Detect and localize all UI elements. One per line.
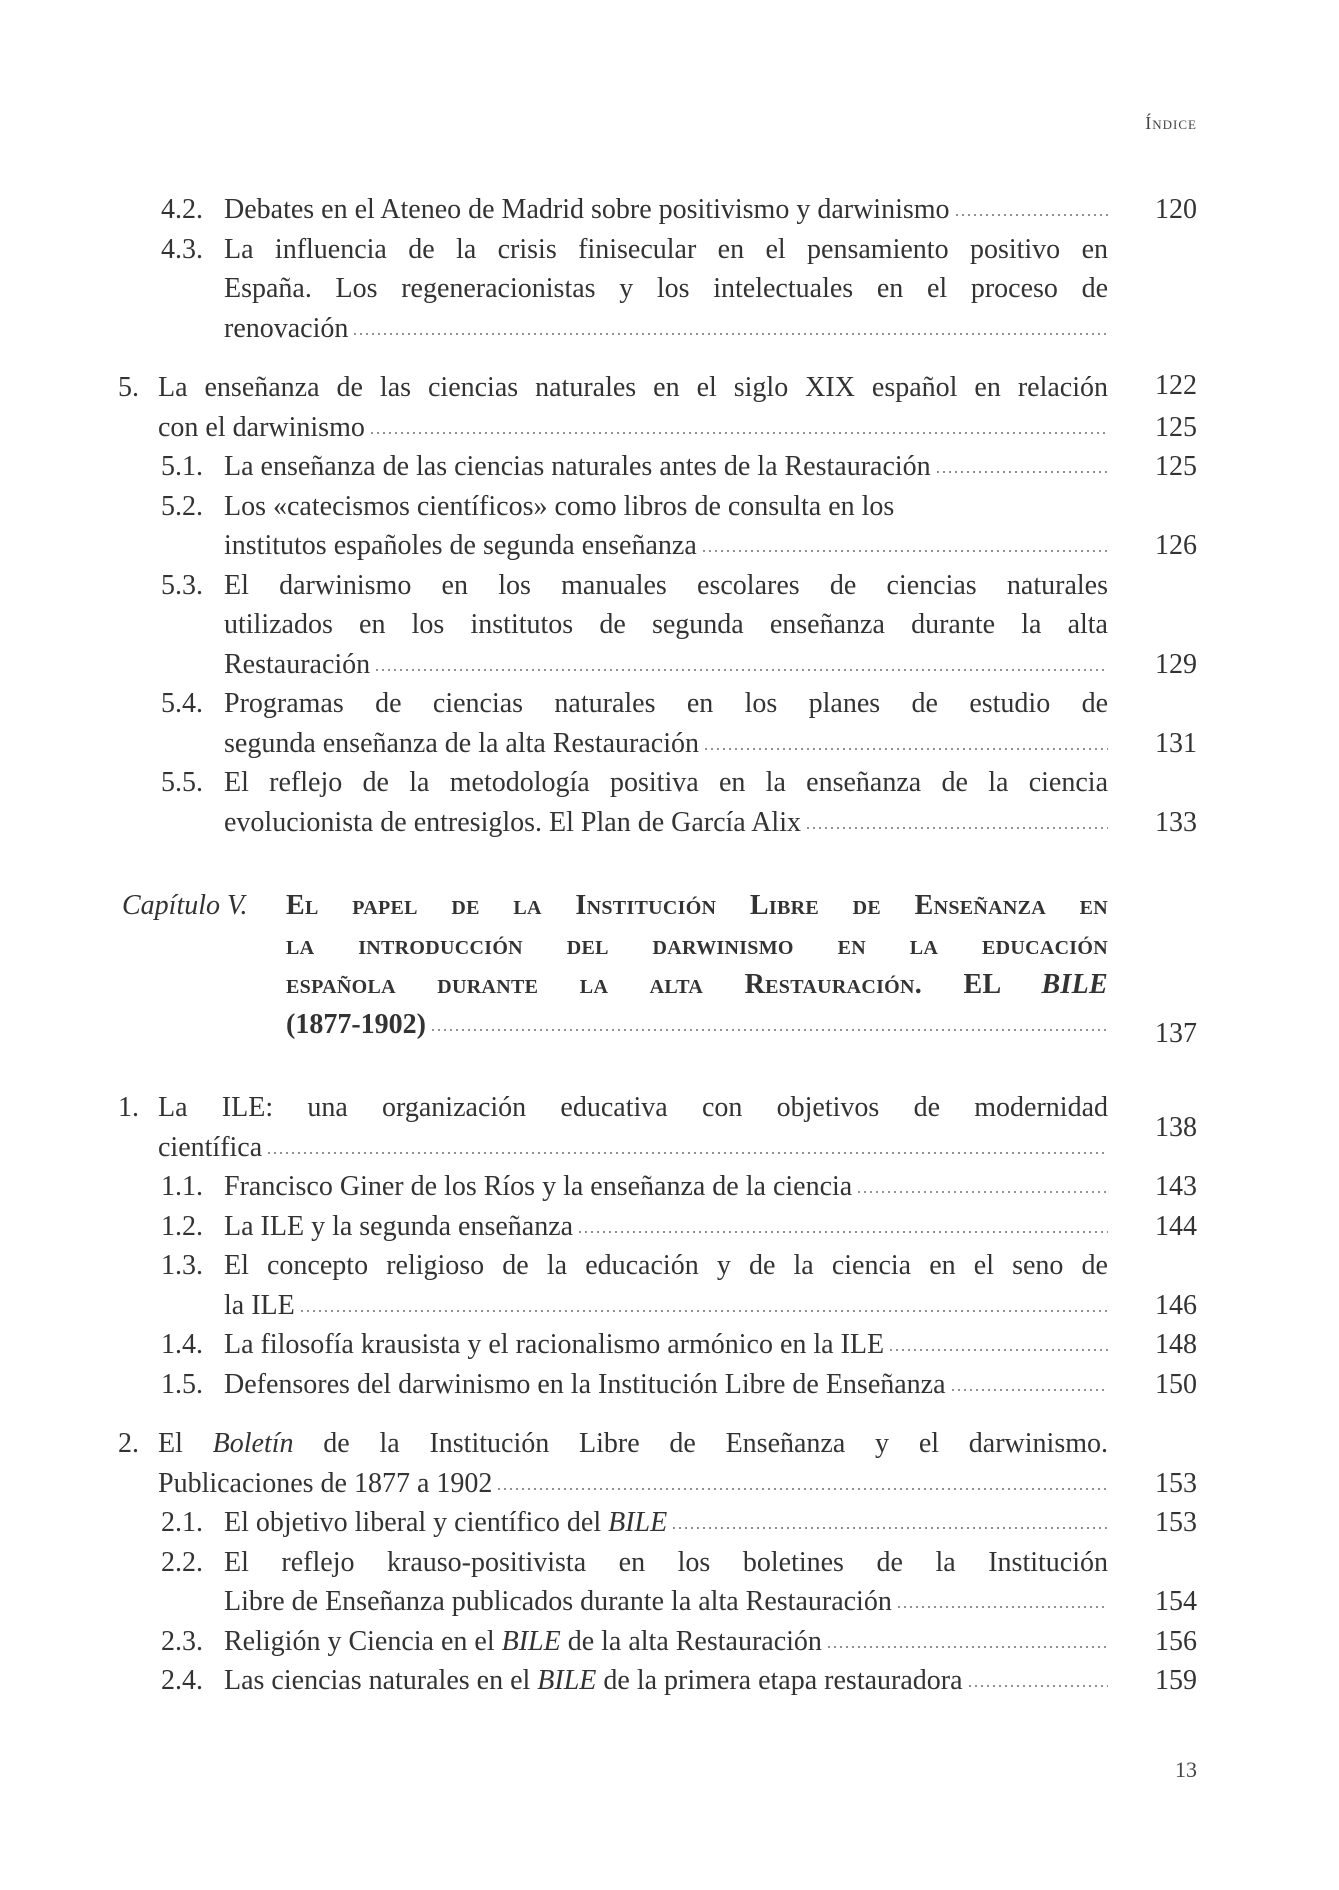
entry-page: 133 (1155, 806, 1197, 838)
toc-chapter-5[interactable] (122, 886, 1339, 1049)
chapter-label: Capítulo V. (122, 890, 248, 921)
entry-number: 5.2. (161, 490, 203, 522)
leader-dots (935, 469, 1108, 475)
entry-page: 120 (1155, 194, 1197, 225)
toc-entry-2[interactable] (118, 1424, 1339, 1503)
leader-dots (430, 1027, 1108, 1033)
entry-title-line: Programas de ciencias naturales en los planes de estudio de (224, 688, 1108, 719)
leader-dots (496, 1486, 1108, 1492)
entry-number: 1. (118, 1092, 139, 1123)
entry-title: La enseñanza de las ciencias naturales antes de la Restauración (224, 451, 931, 482)
entry-title-line: España. Los regeneracionistas y los intelectuales en el proceso de (224, 273, 1108, 304)
entry-title-line: La influencia de la crisis finisecular en el pensamiento positivo en (224, 233, 1108, 265)
toc-entry-5-5[interactable] (161, 763, 1339, 842)
leader-dots (703, 746, 1108, 752)
leader-dots (856, 1189, 1108, 1195)
leader-dots (950, 1387, 1108, 1393)
entry-title: la ILE (224, 1289, 295, 1321)
entry-number: 1.4. (161, 1329, 203, 1360)
toc-entry-1-2[interactable] (161, 1207, 1339, 1247)
entry-title: Publicaciones de 1877 a 1902 (158, 1467, 493, 1499)
entry-number: 5.4. (161, 688, 203, 719)
entry-title: Libre de Enseñanza publicados durante la alta Restauración (224, 1586, 892, 1617)
entry-page: 143 (1155, 1171, 1197, 1202)
entry-page: 126 (1155, 530, 1197, 561)
toc-entry-2-2[interactable] (161, 1543, 1339, 1622)
entry-page: 144 (1155, 1210, 1197, 1242)
entry-title-line: El Boletín de la Institución Libre de Enseñanza y el darwinismo. (158, 1428, 1108, 1459)
entry-title-line: El reflejo krauso-positivista en los boletines de la Institución (224, 1546, 1108, 1578)
entry-page: 129 (1155, 648, 1197, 680)
entry-number: 5.1. (161, 451, 203, 482)
chapter-title-line: El papel de la Institución Libre de Enseñanza en (286, 890, 1108, 921)
entry-number: 2.4. (161, 1665, 203, 1696)
entry-title: Restauración (224, 648, 371, 680)
entry-page: 138 (1155, 1112, 1197, 1143)
entry-title: Debates en el Ateneo de Madrid sobre positivismo y darwinismo (224, 194, 950, 225)
entry-title-line: Los «catecismos científicos» como libros de consulta en los (224, 490, 895, 522)
entry-number: 4.3. (161, 233, 203, 265)
toc-entry-5-1[interactable] (161, 447, 1339, 487)
entry-title: institutos españoles de segunda enseñanza (224, 530, 697, 561)
entry-page: 146 (1155, 1289, 1197, 1321)
entry-title: Religión y Ciencia en el BILE de la alta Restauración (224, 1625, 822, 1657)
entry-number: 2.2. (161, 1546, 203, 1578)
entry-page: 153 (1155, 1467, 1197, 1499)
leader-dots (888, 1347, 1108, 1353)
leader-dots (967, 1683, 1108, 1689)
entry-title-line: La ILE: una organización educativa con objetivos de modernidad (158, 1092, 1108, 1123)
entry-number: 1.2. (161, 1210, 203, 1242)
toc-entry-1-1[interactable] (161, 1167, 1339, 1207)
entry-page: 131 (1155, 727, 1197, 759)
leader-dots (826, 1644, 1108, 1650)
entry-title: Francisco Giner de los Ríos y la enseñanza de la ciencia (224, 1171, 853, 1202)
entry-page: 148 (1155, 1329, 1197, 1360)
toc-entry-1-3[interactable] (161, 1246, 1339, 1325)
entry-title: Defensores del darwinismo en la Institución Libre de Enseñanza (224, 1368, 946, 1400)
toc-entry-5-4[interactable] (161, 684, 1339, 763)
entry-page: 122 (1155, 369, 1197, 401)
toc-entry-2-3[interactable] (161, 1622, 1339, 1662)
leader-dots (671, 1525, 1108, 1531)
toc-entry-4-2[interactable] (161, 190, 1339, 230)
toc-entry-1-4[interactable] (161, 1325, 1339, 1365)
toc-entry-1[interactable] (118, 1088, 1339, 1167)
entry-number: 5.3. (161, 569, 203, 601)
chapter-title-line: española durante la alta Restauración. EL BILE (286, 969, 1108, 1000)
entry-number: 1.5. (161, 1368, 203, 1400)
leader-dots (954, 212, 1108, 218)
entry-page: 156 (1155, 1625, 1197, 1657)
entry-title-line: El darwinismo en los manuales escolares de ciencias naturales (224, 569, 1108, 601)
leader-dots (352, 331, 1108, 337)
entry-number: 1.1. (161, 1171, 203, 1202)
chapter-page: 137 (1155, 1018, 1197, 1049)
leader-dots (369, 430, 1108, 436)
toc-entry-5-3[interactable] (161, 566, 1339, 685)
entry-title: La filosofía krausista y el racionalismo armónico en la ILE (224, 1329, 885, 1360)
entry-number: 2.1. (161, 1507, 203, 1538)
leader-dots (266, 1150, 1108, 1156)
entry-number: 5. (118, 372, 139, 403)
entry-number: 2. (118, 1428, 139, 1459)
leader-dots (896, 1604, 1108, 1610)
leader-dots (299, 1308, 1108, 1314)
entry-page: 159 (1155, 1665, 1197, 1696)
toc-entry-5[interactable] (118, 368, 1339, 447)
table-of-contents (0, 190, 1339, 1701)
toc-entry-2-4[interactable] (161, 1661, 1339, 1701)
entry-page: 154 (1155, 1586, 1197, 1617)
chapter-title: (1877-1902) (286, 1008, 426, 1040)
leader-dots (701, 548, 1108, 554)
entry-page: 125 (1155, 451, 1197, 482)
entry-page: 125 (1155, 411, 1197, 443)
entry-title-line: El reflejo de la metodología positiva en la enseñanza de la ciencia (224, 767, 1108, 798)
entry-number: 2.3. (161, 1625, 203, 1657)
entry-title-line: El concepto religioso de la educación y de la ciencia en el seno de (224, 1250, 1108, 1281)
chapter-title-line: la introducción del darwinismo en la educación (286, 929, 1108, 961)
entry-number: 1.3. (161, 1250, 203, 1281)
page-number: 13 (1175, 1757, 1197, 1782)
toc-entry-5-2[interactable] (161, 487, 1339, 566)
entry-title: El objetivo liberal y científico del BILE (224, 1507, 668, 1538)
running-head: Índice (1145, 113, 1197, 133)
entry-page: 153 (1155, 1507, 1197, 1538)
entry-number: 5.5. (161, 767, 203, 798)
entry-title: Las ciencias naturales en el BILE de la primera etapa restauradora (224, 1665, 963, 1696)
entry-title-line: La enseñanza de las ciencias naturales en el siglo XIX español en relación (158, 372, 1108, 403)
entry-title: La ILE y la segunda enseñanza (224, 1210, 574, 1242)
entry-title: con el darwinismo (158, 411, 365, 443)
entry-number: 4.2. (161, 194, 203, 225)
entry-title: evolucionista de entresiglos. El Plan de García Alix (224, 806, 801, 838)
entry-page: 150 (1155, 1368, 1197, 1400)
leader-dots (374, 667, 1108, 673)
entry-title: científica (158, 1131, 263, 1163)
toc-entry-1-5[interactable] (161, 1365, 1339, 1405)
entry-title-line: utilizados en los institutos de segunda enseñanza durante la alta (224, 609, 1108, 640)
toc-entry-2-1[interactable] (161, 1503, 1339, 1543)
leader-dots (577, 1229, 1108, 1235)
entry-title: renovación (224, 312, 349, 344)
entry-title: segunda enseñanza de la alta Restauración (224, 727, 700, 759)
leader-dots (805, 825, 1108, 831)
